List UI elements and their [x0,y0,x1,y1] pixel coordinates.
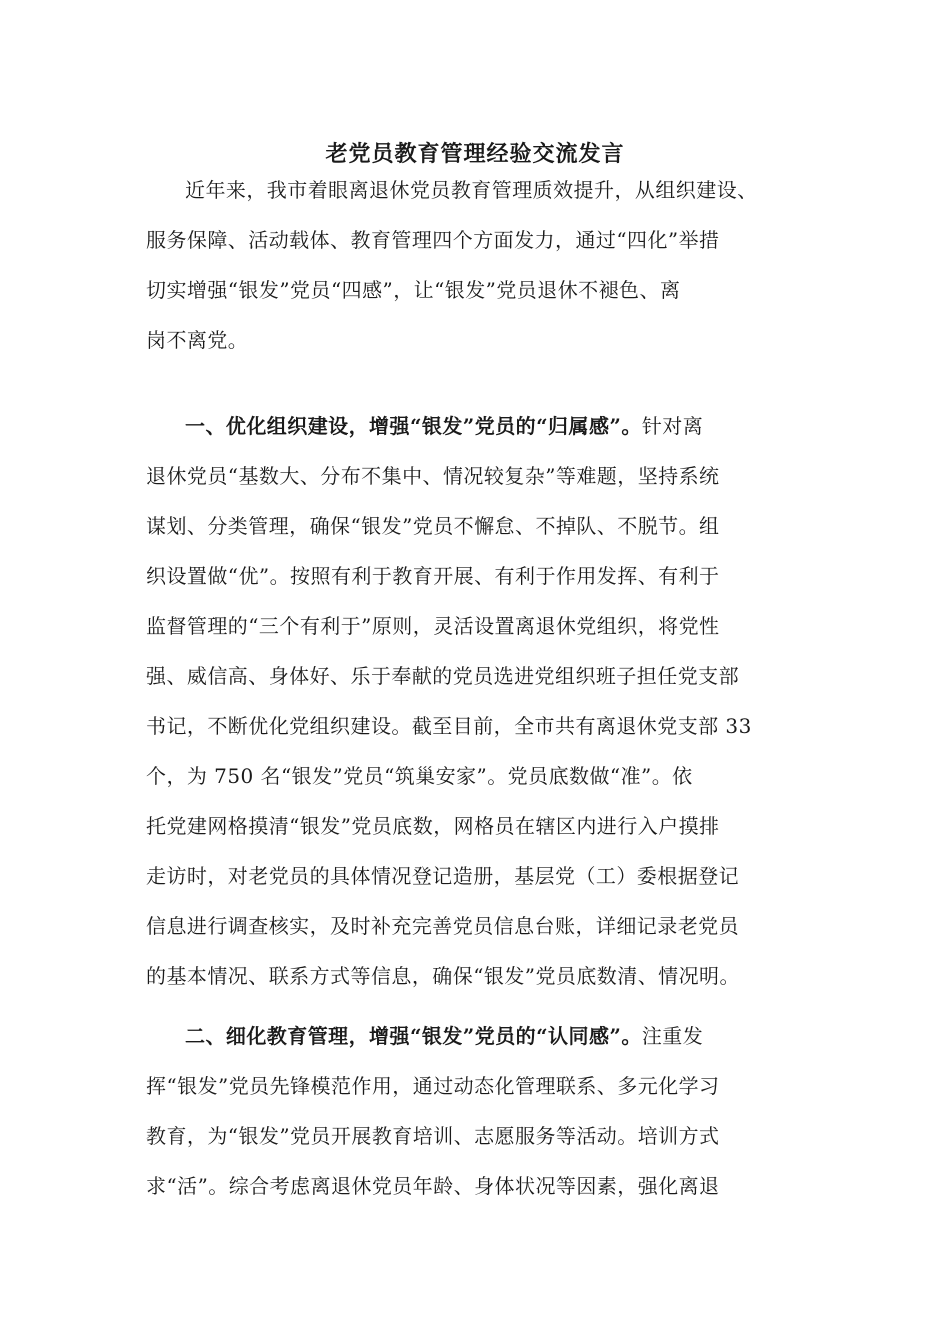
paragraph-line: 近年来，我市着眼离退休党员教育管理质效提升，从组织建设、 [185,178,758,202]
document-title: 老党员教育管理经验交流发言 [325,141,625,167]
paragraph-line [146,401,806,451]
paragraph-line: 织设置做“优”。按照有利于教育开展、有利于作用发挥、有利于 [146,564,720,588]
paragraph-line: 强、威信高、身体好、乐于奉献的党员选进党组织班子担任党支部 [146,664,740,688]
paragraph-line: 书记，不断优化党组织建设。截至目前，全市共有离退休党支部 33 [146,714,752,738]
paragraph-line: 退休党员“基数大、分布不集中、情况较复杂”等难题，坚持系统 [146,464,720,488]
section-1-paragraph [146,401,806,1001]
section-2-paragraph [146,1011,806,1211]
paragraph-line: 教育，为“银发”党员开展教育培训、志愿服务等活动。培训方式 [146,1124,720,1148]
paragraph-line [146,1011,806,1061]
intro-paragraph [146,165,806,365]
paragraph-line: 求“活”。综合考虑离退休党员年龄、身体状况等因素，强化离退 [146,1174,720,1198]
paragraph-line: 岗不离党。 [146,328,249,352]
section-1-heading: 一、优化组织建设，增强“银发”党员的“归属感”。 [185,414,642,438]
section-2-heading: 二、细化教育管理，增强“银发”党员的“认同感”。 [185,1024,642,1048]
paragraph-line: 托党建网格摸清“银发”党员底数，网格员在辖区内进行入户摸排 [146,814,720,838]
paragraph-line: 的基本情况、联系方式等信息，确保“银发”党员底数清、情况明。 [146,964,740,988]
paragraph-line: 监督管理的“三个有利于”原则，灵活设置离退休党组织，将党性 [146,614,720,638]
paragraph-line: 走访时，对老党员的具体情况登记造册，基层党（工）委根据登记 [146,864,740,888]
paragraph-text: 注重发 [641,1024,704,1048]
paragraph-line: 挥“银发”党员先锋模范作用，通过动态化管理联系、多元化学习 [146,1074,720,1098]
paragraph-line: 谋划、分类管理，确保“银发”党员不懈怠、不掉队、不脱节。组 [146,514,720,538]
paragraph-line: 信息进行调查核实，及时补充完善党员信息台账，详细记录老党员 [146,914,740,938]
paragraph-line: 服务保障、活动载体、教育管理四个方面发力，通过“四化”举措 [146,228,720,252]
paragraph-line: 个，为 750 名“银发”党员“筑巢安家”。党员底数做“准”。依 [146,764,693,788]
paragraph-text: 针对离 [641,414,704,438]
paragraph-line: 切实增强“银发”党员“四感”，让“银发”党员退休不褪色、离 [146,278,681,302]
